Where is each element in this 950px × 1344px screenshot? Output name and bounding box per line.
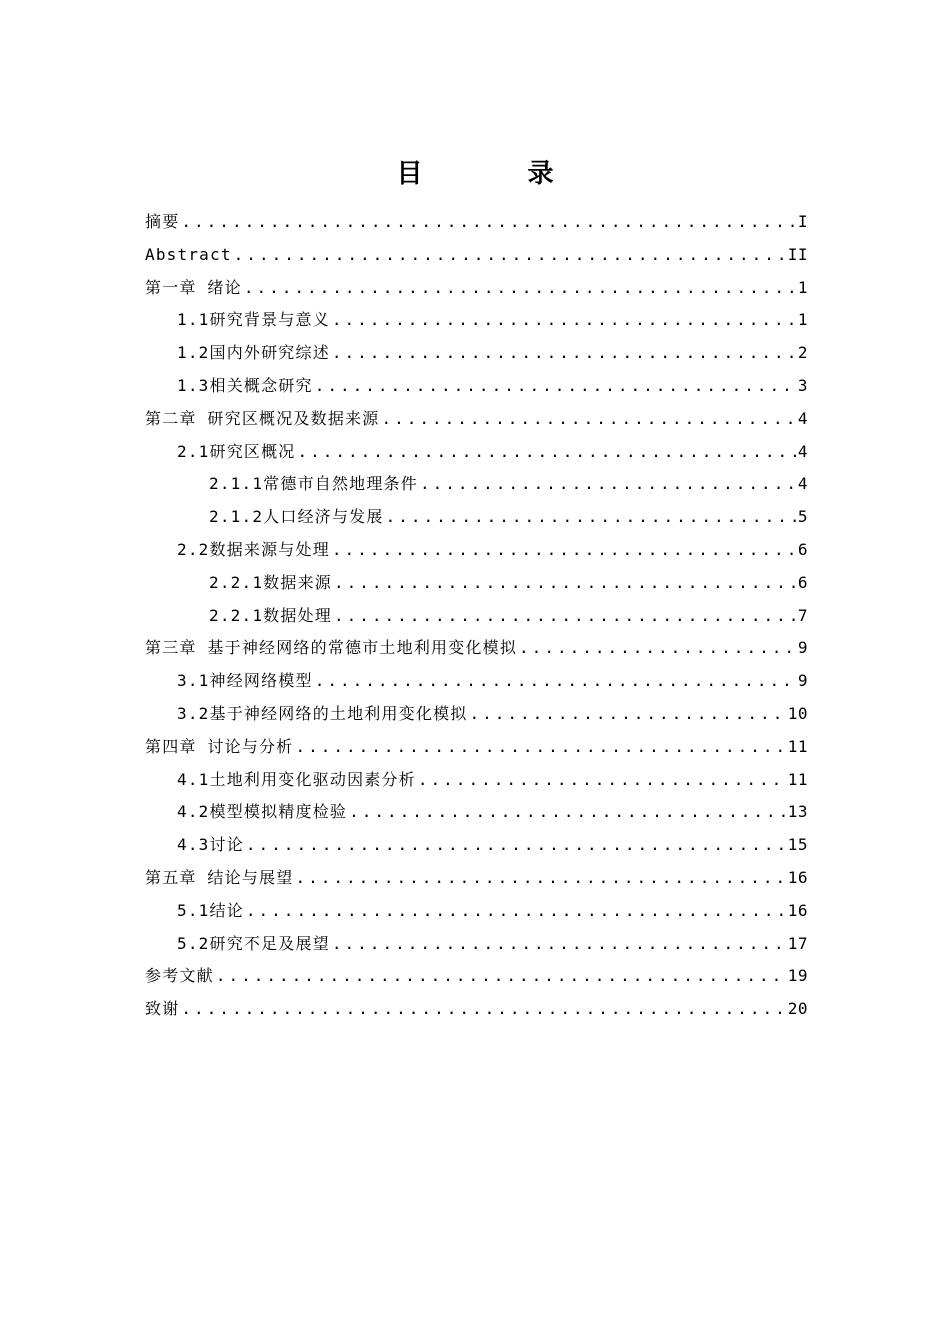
- toc-entry-label: 第一章 绪论: [145, 277, 242, 297]
- toc-entry-page-number: 4: [797, 441, 808, 461]
- toc-entry-page-number: 5: [797, 507, 808, 527]
- toc-dot-leader: [181, 993, 785, 1026]
- toc-entry-page-number: 11: [787, 769, 808, 789]
- toc-dot-leader: [334, 600, 796, 633]
- toc-entry[interactable]: [145, 304, 808, 337]
- toc-entry-label: 2.1研究区概况: [177, 441, 296, 461]
- toc-dot-leader: [295, 862, 785, 895]
- toc-entry[interactable]: [145, 632, 808, 665]
- toc-entry-page-number: 1: [797, 310, 808, 330]
- toc-entry-label: 2.2.1数据来源: [209, 572, 332, 592]
- toc-entry-page-number: 4: [797, 474, 808, 494]
- toc-entry-page-number: 7: [797, 605, 808, 625]
- toc-entry-label: 3.1神经网络模型: [177, 671, 313, 691]
- toc-entry-page-number: 6: [797, 572, 808, 592]
- toc-entry[interactable]: [145, 600, 808, 633]
- toc-entry-page-number: 3: [797, 375, 808, 395]
- toc-dot-leader: [332, 928, 786, 961]
- toc-entry[interactable]: [145, 698, 808, 731]
- toc-entry-label: Abstract: [145, 244, 232, 264]
- toc-entry[interactable]: [145, 960, 808, 993]
- toc-dot-leader: [315, 665, 796, 698]
- toc-entry-page-number: 11: [787, 736, 808, 756]
- toc-dot-leader: [420, 468, 796, 501]
- toc-entry[interactable]: [145, 206, 808, 239]
- toc-entry-page-number: 2: [797, 343, 808, 363]
- toc-dot-leader: [298, 436, 796, 469]
- toc-entry[interactable]: [145, 501, 808, 534]
- toc-entry[interactable]: [145, 731, 808, 764]
- toc-dot-leader: [332, 534, 796, 567]
- toc-entry-page-number: 9: [797, 638, 808, 658]
- toc-dot-leader: [519, 632, 796, 665]
- toc-dot-leader: [246, 829, 786, 862]
- toc-entry[interactable]: [145, 239, 808, 272]
- toc-entry[interactable]: [145, 895, 808, 928]
- toc-entry-page-number: I: [797, 212, 808, 231]
- toc-entry-label: 2.2数据来源与处理: [177, 539, 330, 559]
- toc-dot-leader: [418, 764, 786, 797]
- toc-dot-leader: [234, 239, 786, 272]
- toc-entry-label: 5.2研究不足及展望: [177, 933, 330, 953]
- toc-entry-label: 1.1研究背景与意义: [177, 310, 330, 330]
- table-of-contents: [145, 206, 808, 1026]
- toc-entry-label: 摘要: [145, 212, 180, 231]
- toc-dot-leader: [332, 304, 796, 337]
- toc-entry-label: 4.3讨论: [177, 835, 244, 855]
- toc-entry[interactable]: [145, 468, 808, 501]
- toc-entry-page-number: 17: [787, 933, 808, 953]
- toc-entry-label: 第二章 研究区概况及数据来源: [145, 408, 380, 428]
- toc-entry[interactable]: [145, 272, 808, 305]
- toc-entry[interactable]: [145, 567, 808, 600]
- toc-entry-page-number: 4: [797, 408, 808, 428]
- toc-entry[interactable]: [145, 534, 808, 567]
- toc-entry[interactable]: [145, 370, 808, 403]
- toc-entry[interactable]: [145, 436, 808, 469]
- toc-entry-label: 3.2基于神经网络的土地利用变化模拟: [177, 703, 468, 723]
- toc-entry-label: 致谢: [145, 999, 180, 1019]
- toc-title: 目 录: [396, 159, 602, 189]
- toc-entry[interactable]: [145, 665, 808, 698]
- toc-entry-page-number: 6: [797, 539, 808, 559]
- toc-dot-leader: [349, 796, 786, 829]
- toc-entry-page-number: 13: [787, 802, 808, 822]
- toc-entry[interactable]: [145, 928, 808, 961]
- toc-dot-leader: [295, 731, 785, 764]
- toc-entry-label: 2.2.1数据处理: [209, 605, 332, 625]
- toc-entry-page-number: 9: [797, 671, 808, 691]
- toc-entry-label: 2.1.1常德市自然地理条件: [209, 474, 418, 494]
- toc-entry-page-number: 16: [787, 867, 808, 887]
- toc-entry-label: 参考文献: [145, 966, 214, 986]
- toc-entry-label: 5.1结论: [177, 900, 244, 920]
- toc-dot-leader: [246, 895, 786, 928]
- toc-entry-label: 第五章 结论与展望: [145, 867, 294, 887]
- toc-entry-page-number: 16: [787, 900, 808, 920]
- toc-entry[interactable]: [145, 337, 808, 370]
- toc-dot-leader: [332, 337, 796, 370]
- toc-dot-leader: [244, 272, 796, 305]
- toc-dot-leader: [381, 403, 795, 436]
- toc-entry-page-number: 1: [797, 277, 808, 297]
- toc-dot-leader: [334, 567, 796, 600]
- toc-entry-page-number: 19: [787, 966, 808, 986]
- toc-dot-leader: [181, 206, 795, 239]
- toc-entry-label: 第四章 讨论与分析: [145, 736, 294, 756]
- toc-entry-label: 1.2国内外研究综述: [177, 343, 330, 363]
- toc-entry[interactable]: [145, 862, 808, 895]
- toc-entry-label: 第三章 基于神经网络的常德市土地利用变化模拟: [145, 638, 518, 658]
- toc-entry-page-number: II: [787, 244, 808, 264]
- toc-entry[interactable]: [145, 796, 808, 829]
- toc-dot-leader: [315, 370, 796, 403]
- toc-entry-label: 4.1土地利用变化驱动因素分析: [177, 769, 416, 789]
- toc-entry-label: 1.3相关概念研究: [177, 375, 313, 395]
- toc-entry-page-number: 10: [787, 703, 808, 723]
- toc-entry[interactable]: [145, 829, 808, 862]
- toc-entry[interactable]: [145, 993, 808, 1026]
- toc-dot-leader: [386, 501, 796, 534]
- toc-entry-page-number: 20: [787, 999, 808, 1019]
- toc-entry-page-number: 15: [787, 835, 808, 855]
- toc-entry[interactable]: [145, 403, 808, 436]
- toc-dot-leader: [216, 960, 786, 993]
- toc-entry[interactable]: [145, 764, 808, 797]
- toc-entry-label: 2.1.2人口经济与发展: [209, 507, 384, 527]
- toc-entry-label: 4.2模型模拟精度检验: [177, 802, 348, 822]
- toc-dot-leader: [470, 698, 786, 731]
